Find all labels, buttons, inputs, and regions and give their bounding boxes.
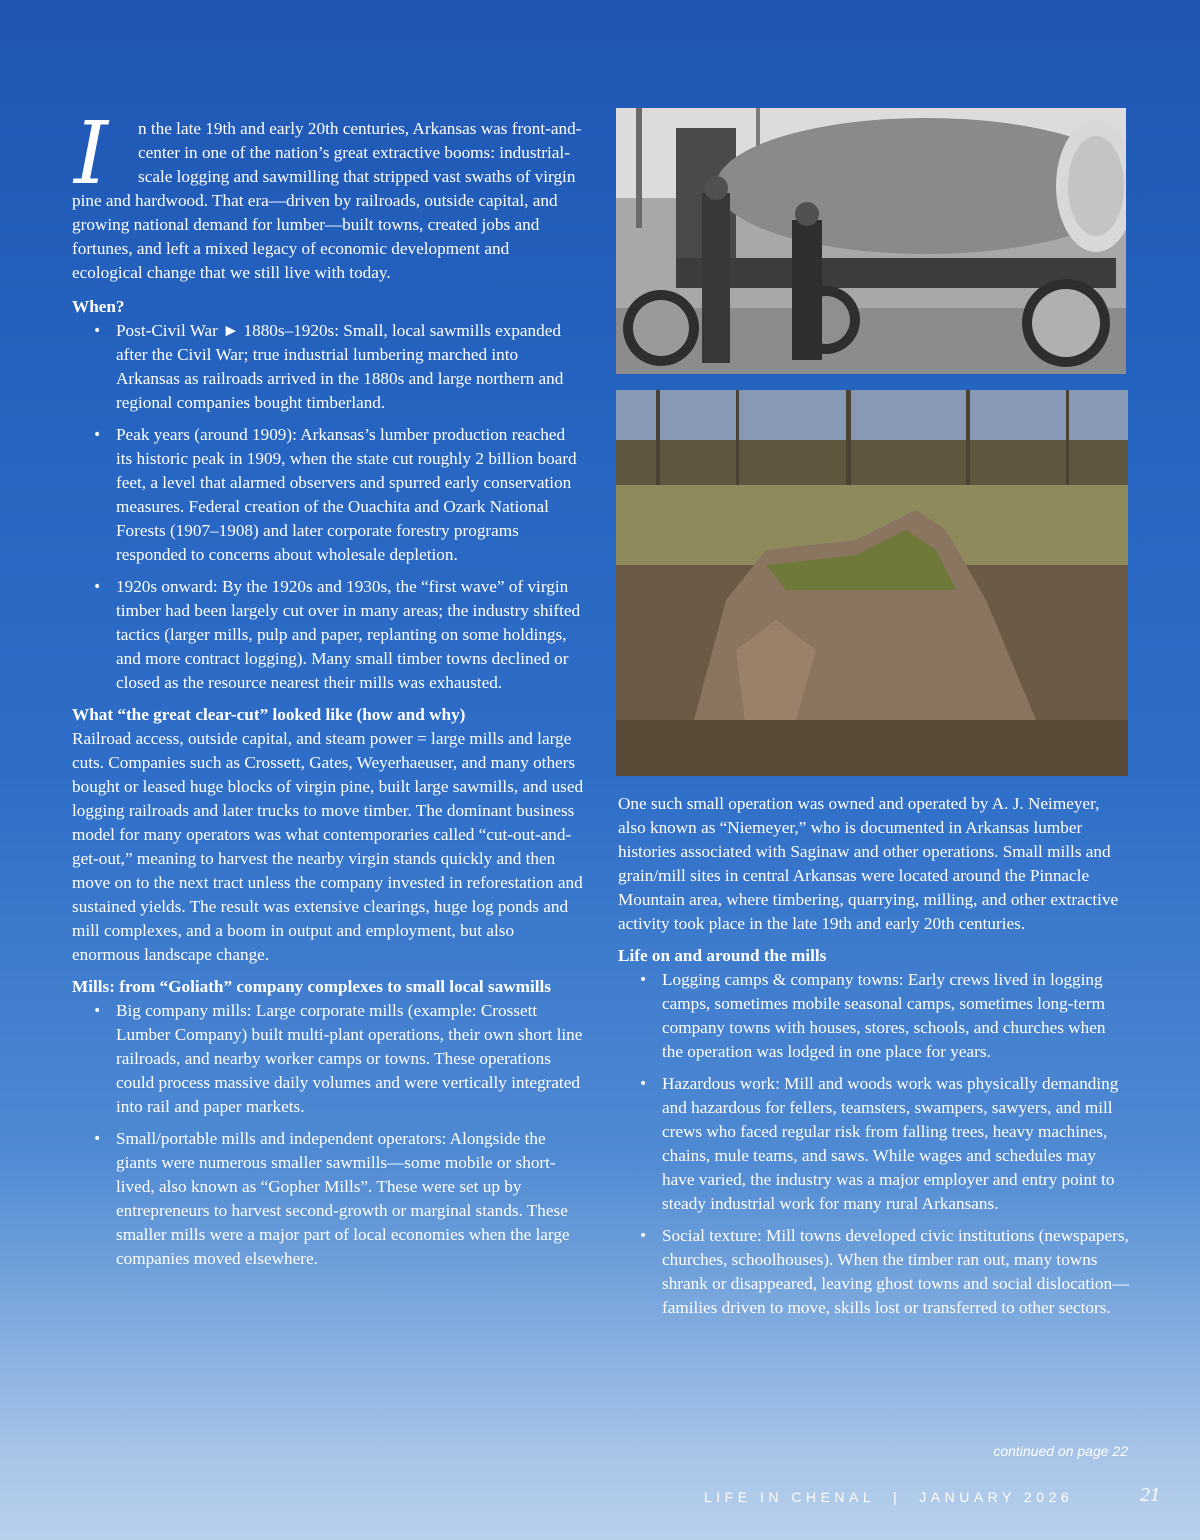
right-column xyxy=(618,792,1130,1328)
life-list xyxy=(618,968,1130,1320)
when-list xyxy=(72,319,584,695)
drop-cap: I xyxy=(74,104,108,204)
magazine-name: LIFE IN CHENAL xyxy=(704,1489,876,1505)
logging-truck-image xyxy=(616,108,1126,374)
heading-clearcut: What “the great clear-cut” looked like (how and why) xyxy=(72,705,466,724)
mills-list xyxy=(72,999,584,1271)
list-item: • 1920s onward: By the 1920s and 1930s, the “first wave” of virgin timber had been largely cut over in many areas; the industry shifted tactics (larger mills, pulp and paper, replanting on some holdings, and more contract logging). Many small timber towns declined or closed as the resource nearest their mills was exhausted. xyxy=(72,575,584,695)
intro-paragraph xyxy=(72,104,584,285)
list-item: • Hazardous work: Mill and woods work was physically demanding and hazardous for fellers, teamsters, swampers, sawyers, and mill crews who faced regular risk from falling trees, heavy machines, chains, mule teams, and saws. While wages and schedules may have varied, the industry was a major employer and entry point to steady industrial work for many rural Arkansans. xyxy=(618,1072,1130,1216)
list-item: • Small/portable mills and independent operators: Alongside the giants were numerous smaller sawmills—some mobile or short-lived, also known as “Gopher Mills”. These were set up by entrepreneurs to harvest second-growth or marginal stands. These smaller mills were a major part of local economies when the large companies moved elsewhere. xyxy=(72,1127,584,1271)
footer-separator: | xyxy=(893,1489,902,1505)
tree-stump-photo xyxy=(616,390,1128,776)
list-item: • Big company mills: Large corporate mills (example: Crossett Lumber Company) built multi-plant operations, their own short line railroads, and nearby worker camps or towns. These operations could process massive daily volumes and were vertically integrated into rail and paper markets. xyxy=(72,999,584,1119)
list-item: • Logging camps & company towns: Early crews lived in logging camps, sometimes mobile seasonal camps, sometimes long-term company towns with houses, stores, schools, and churches when the operation was lodged in one place for years. xyxy=(618,968,1130,1064)
logging-truck-photo xyxy=(616,108,1126,374)
list-item: • Social texture: Mill towns developed civic institutions (newspapers, churches, schoolhouses). When the timber ran out, many towns shrank or disappeared, leaving ghost towns and social dislocation—families driven to move, skills lost or transferred to other sectors. xyxy=(618,1224,1130,1320)
continued-note: continued on page 22 xyxy=(993,1443,1128,1459)
issue-date: JANUARY 2026 xyxy=(919,1489,1074,1505)
clearcut-paragraph: Railroad access, outside capital, and steam power = large mills and large cuts. Companies such as Crossett, Gates, Weyerhaeuser, and many others bought or leased huge blocks of virgin pine, built large sawmills, and used logging railroads and later trucks to move timber. The dominant business model for many operators was what contemporaries called “cut-out-and-get-out,” meaning to harvest the nearby virgin stands quickly and then move on to the next tract unless the company invested in reforestation and sustained yields. The result was extensive clearings, huge log ponds and mill complexes, and a boom in output and employment, but also enormous landscape change. xyxy=(72,729,584,964)
neimeyer-paragraph: One such small operation was owned and operated by A. J. Neimeyer, also known as “Niemeyer,” who is documented in Arkansas lumber histories associated with Saginaw and other operations. Small mills and grain/mill sites in central Arkansas were located around the Pinnacle Mountain area, where timbering, quarrying, milling, and other extractive activity took place in the late 19th and early 20th centuries. xyxy=(618,794,1119,933)
heading-when: When? xyxy=(72,297,125,316)
heading-life: Life on and around the mills xyxy=(618,946,827,965)
heading-mills: Mills: from “Goliath” company complexes to small local sawmills xyxy=(72,977,551,996)
left-column xyxy=(72,104,584,1279)
intro-text: n the late 19th and early 20th centuries, Arkansas was front-and-center in one of the nation’s great extractive booms: industrial-scale logging and sawmilling that stripped vast swaths of virgin pine and hardwood. That era—driven by railroads, outside capital, and growing national demand for lumber—built towns, created jobs and fortunes, and left a mixed legacy of economic development and ecological change that we still live with today. xyxy=(72,119,582,282)
tree-stump-image xyxy=(616,390,1128,776)
list-item: • Peak years (around 1909): Arkansas’s lumber production reached its historic peak in 1909, when the state cut roughly 2 billion board feet, a level that alarmed observers and spurred early conservation measures. Federal creation of the Ouachita and Ozark National Forests (1907–1908) and later corporate forestry programs responded to concerns about wholesale depletion. xyxy=(72,423,584,567)
list-item: • Post-Civil War ► 1880s–1920s: Small, local sawmills expanded after the Civil War; true industrial lumbering marched into Arkansas as railroads arrived in the 1880s and large northern and regional companies bought timberland. xyxy=(72,319,584,415)
page-number: 21 xyxy=(1140,1484,1160,1506)
magazine-footer xyxy=(704,1489,1073,1505)
